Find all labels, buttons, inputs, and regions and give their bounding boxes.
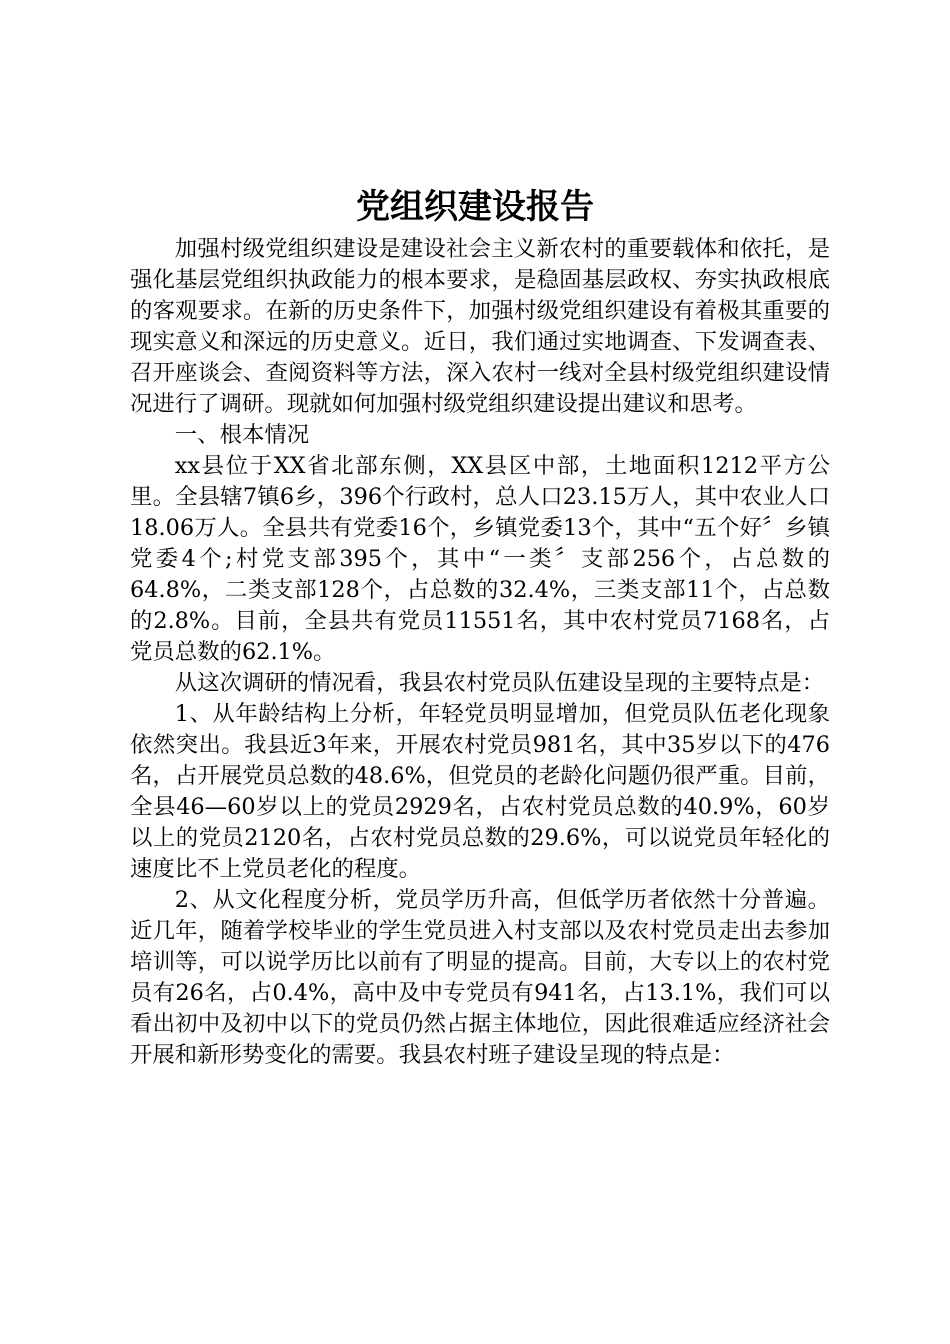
paragraph-education-level: 2、从文化程度分析，党员学历升高，但低学历者依然十分普遍。近几年，随着学校毕业的学生党员进入村支部以及农村党员走出去参加培训等，可以说学历比以前有了明显的提高。目前，大专以上的农村党员有26名，占0.4%，高中及中专党员有941名，占13.1%，我们可以看出初中及初中以下的党员仍然占据主体地位，因此很难适应经济社会开展和新形势变化的需要。我县农村班子建设呈现的特点是： (130, 887, 830, 1068)
document-title: 党组织建设报告 (356, 187, 594, 227)
paragraph-survey-findings: 从这次调研的情况看，我县农村党员队伍建设呈现的主要特点是： (174, 670, 825, 696)
paragraph-age-structure: 1、从年龄结构上分析，年轻党员明显增加，但党员队伍老化现象依然突出。我县近3年来，开展农村党员981名，其中35岁以下的476名，占开展党员总数的48.6%，但党员的老龄化问题仍很严重。目前，全县46—60岁以上的党员2929名，占农村党员总数的40.9%，60岁以上的党员2120名，占农村党员总数的29.6%，可以说党员年轻化的速度比不上党员老化的程度。 (130, 701, 830, 882)
section-heading-basic-situation: 一、根本情况 (174, 422, 310, 448)
paragraph-county-overview: xx县位于XX省北部东侧，XX县区中部，土地面积1212平方公里。全县辖7镇6乡，396个行政村，总人口23.15万人，其中农业人口18.06万人。全县共有党委16个，乡镇党委13个，其中“五个好〞乡镇党委4个;村党支部395个，其中“一类〞支部256个，占总数的64.8%，二类支部128个，占总数的32.4%，三类支部11个，占总数的2.8%。目前，全县共有党员11551名，其中农村党员7168名，占党员总数的62.1%。 (130, 453, 830, 665)
document-body (130, 234, 830, 1071)
paragraph-intro: 加强村级党组织建设是建设社会主义新农村的重要载体和依托，是强化基层党组织执政能力的根本要求，是稳固基层政权、夯实执政根底的客观要求。在新的历史条件下，加强村级党组织建设有着极其重要的现实意义和深远的历史意义。近日，我们通过实地调查、下发调查表、召开座谈会、查阅资料等方法，深入农村一线对全县村级党组织建设情况进行了调研。现就如何加强村级党组织建设提出建议和思考。 (130, 236, 830, 417)
